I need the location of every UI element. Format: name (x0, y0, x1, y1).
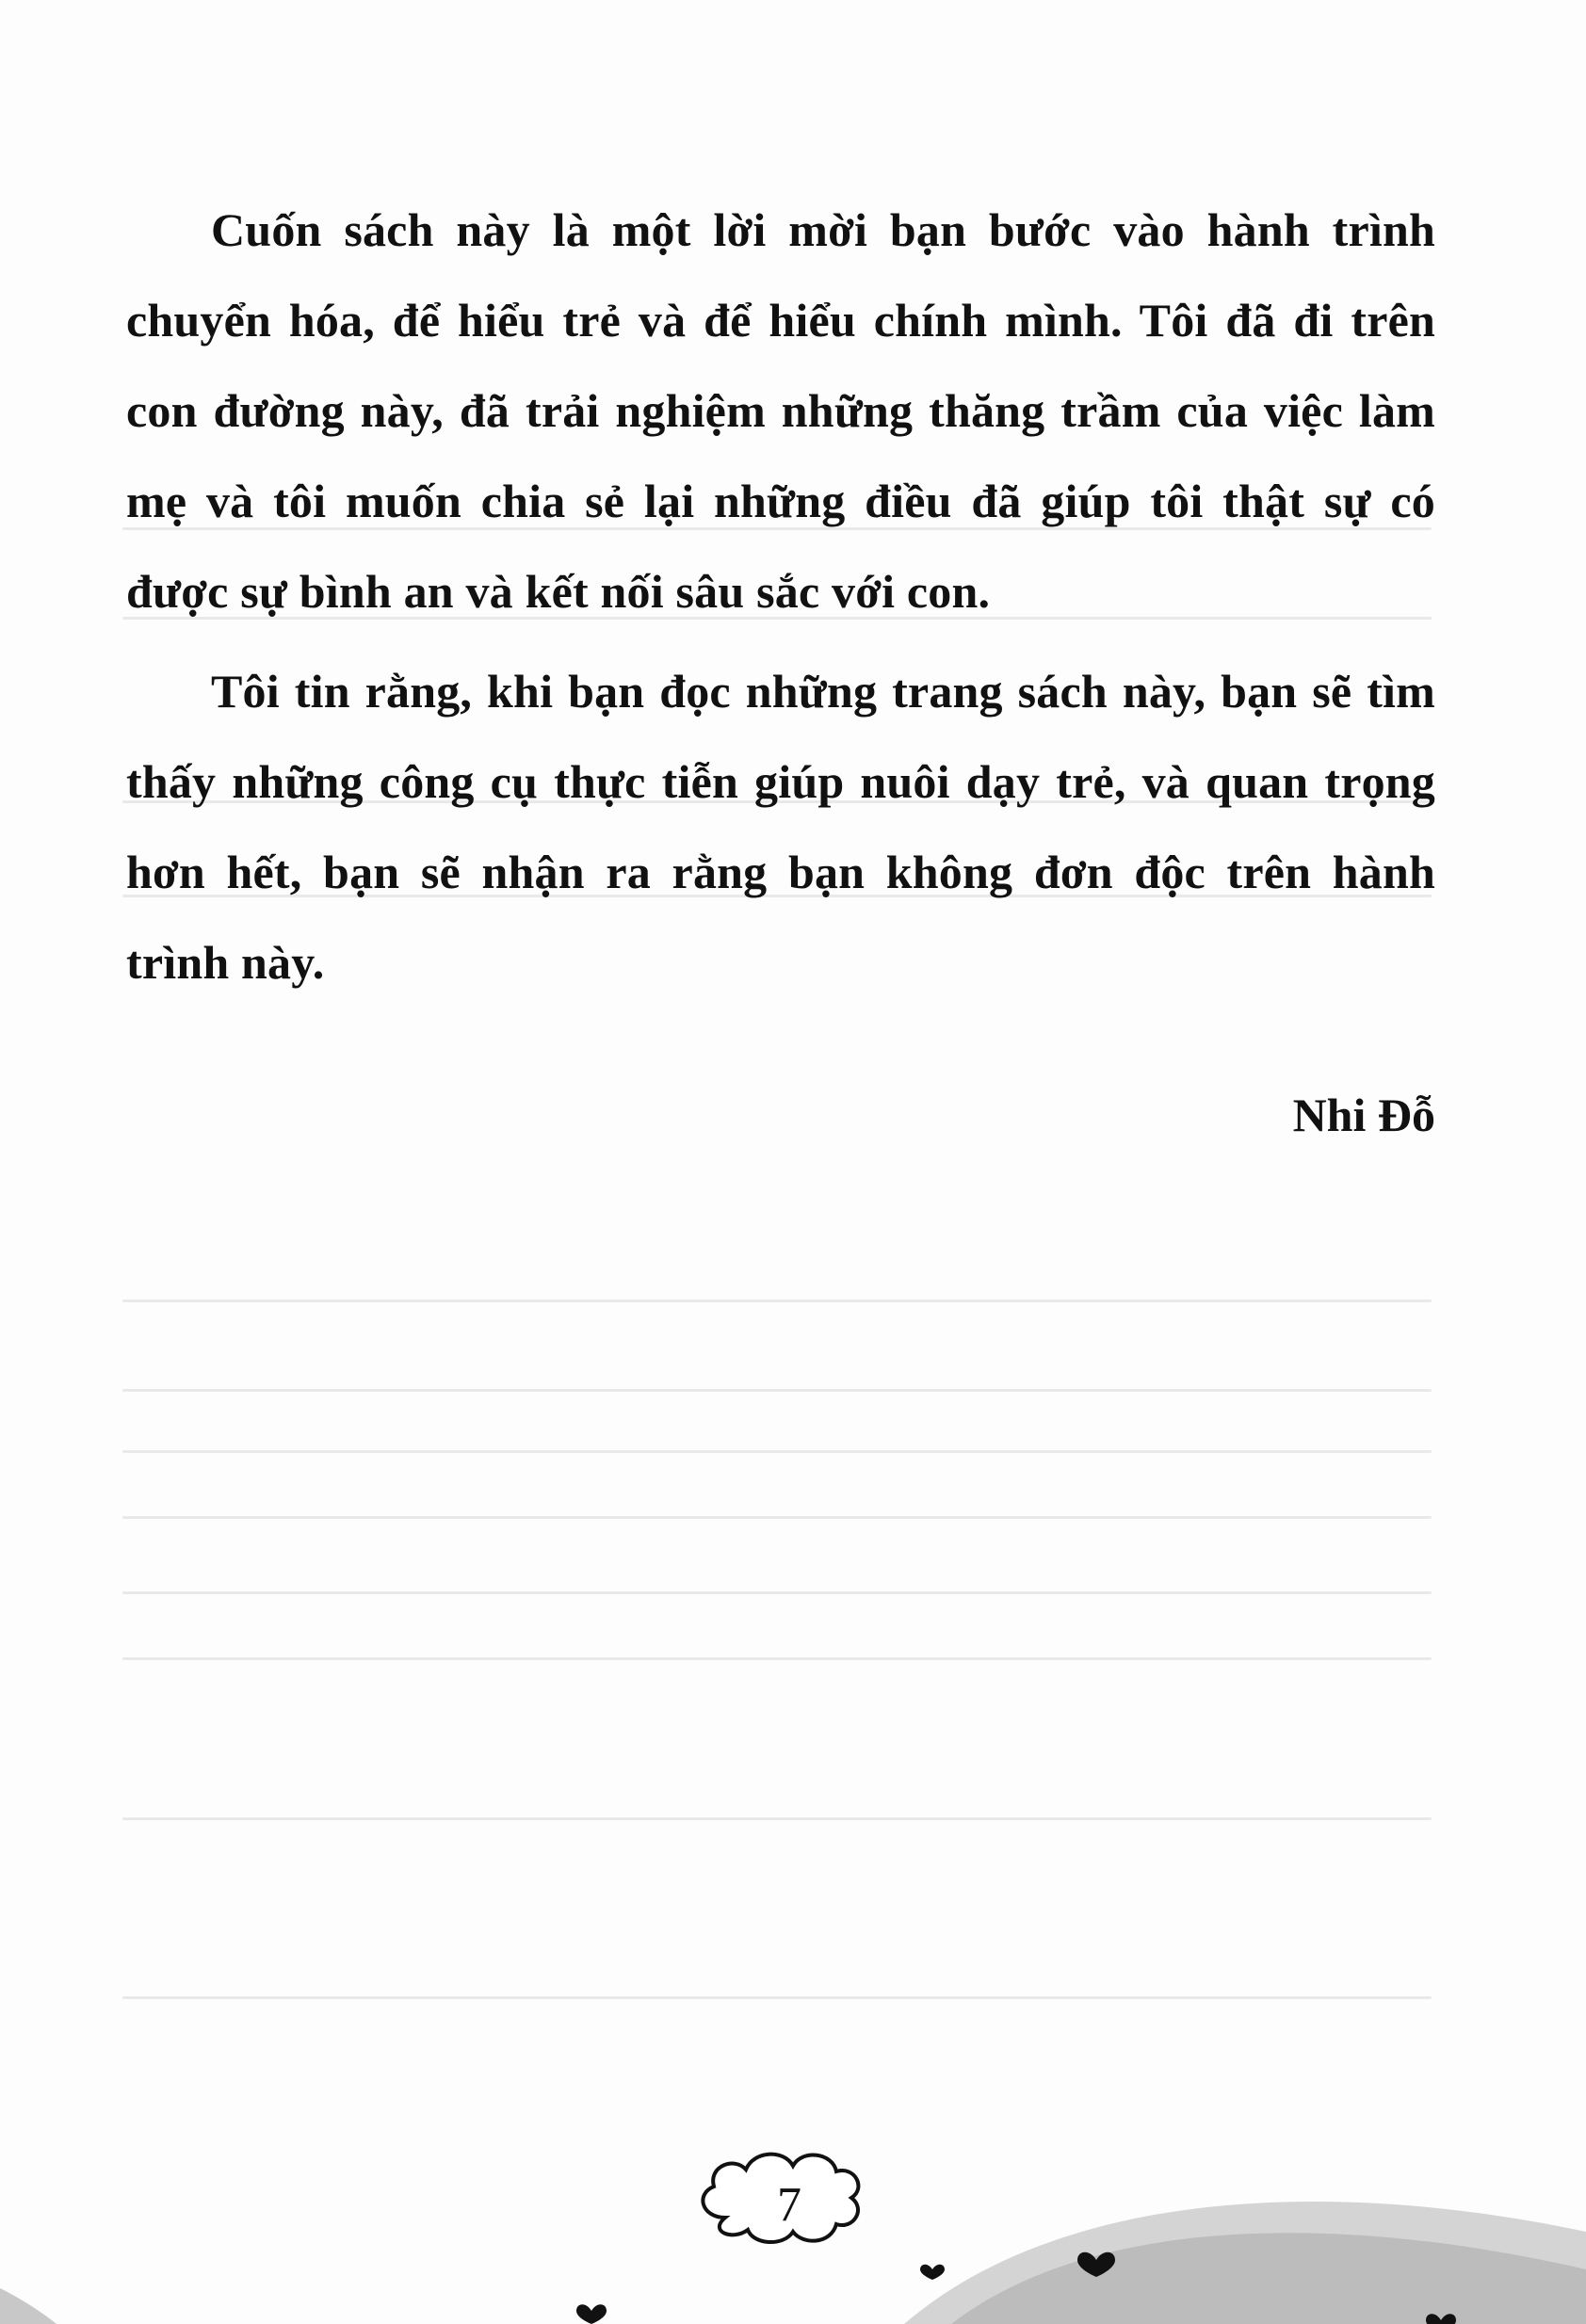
bleed-through-line (122, 1657, 1432, 1660)
author-signature: Nhi Đỗ (1292, 1089, 1435, 1141)
bleed-through-line (122, 1591, 1432, 1594)
bleed-through-line (122, 1299, 1432, 1302)
bleed-through-line (122, 1450, 1432, 1453)
heart-icon (920, 2265, 945, 2280)
paragraph: Cuốn sách này là một lời mời bạn bước vào hành trình chuyển hóa, để hiểu trẻ và để hiểu chính mình. Tôi đã đi trên con đường này, đã trải nghiệm những thăng trầm của việc làm mẹ và tôi muốn chia sẻ lại những điều đã giúp tôi thật sự có được sự bình an và kết nối sâu sắc với con. (126, 203, 1435, 618)
paragraph: Tôi tin rằng, khi bạn đọc những trang sách này, bạn sẽ tìm thấy những công cụ thực tiễn giúp nuôi dạy trẻ, và quan trọng hơn hết, bạn sẽ nhận ra rằng bạn không đơn độc trên hành trình này. (126, 665, 1435, 989)
page-number: 7 (777, 2178, 801, 2232)
heart-icon (576, 2304, 607, 2324)
bleed-through-line (122, 1389, 1432, 1392)
bleed-through-line (122, 1817, 1432, 1820)
body-text (126, 185, 1435, 1008)
bleed-through-line (122, 1996, 1432, 1999)
bleed-through-line (122, 1516, 1432, 1519)
